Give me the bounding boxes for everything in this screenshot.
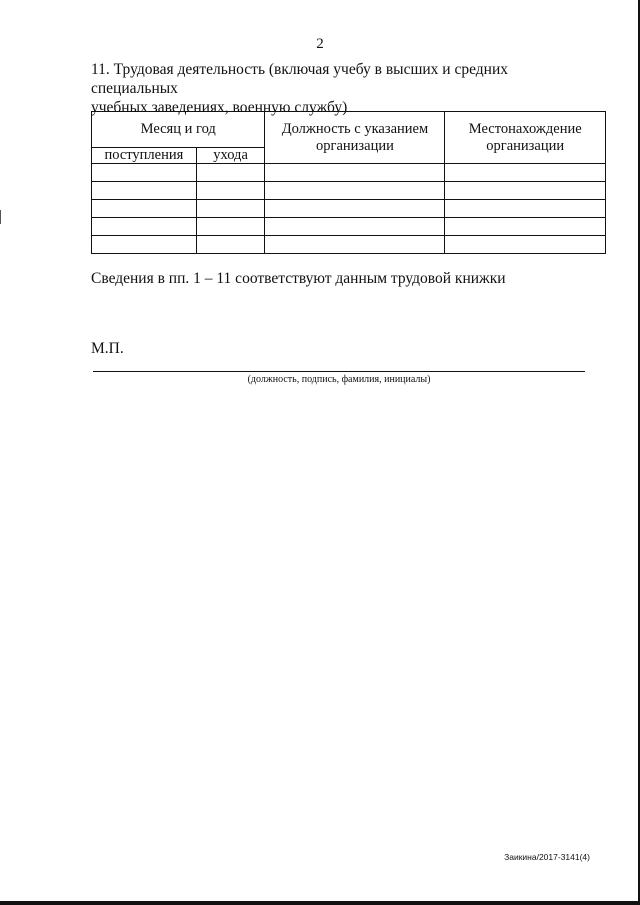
- table-row: [92, 164, 606, 182]
- header-location: [445, 112, 606, 164]
- table-row: [92, 200, 606, 218]
- header-month-year: [92, 112, 265, 148]
- table-row: [92, 218, 606, 236]
- table-cell-position[interactable]: [265, 164, 445, 182]
- table-cell-location[interactable]: [445, 164, 606, 182]
- section-heading: [91, 60, 591, 117]
- table-cell-hire[interactable]: [92, 218, 197, 236]
- document-code: Заикина/2017-3141(4): [504, 852, 590, 862]
- header-location-line1: Местонахождение: [468, 120, 582, 137]
- table-cell-hire[interactable]: [92, 236, 197, 254]
- header-position: [265, 112, 445, 164]
- header-position-line1: Должность с указанием: [281, 120, 429, 137]
- table-cell-position[interactable]: [265, 182, 445, 200]
- table-cell-location[interactable]: [445, 182, 606, 200]
- table-cell-leave[interactable]: [196, 218, 265, 236]
- table-row: [92, 236, 606, 254]
- page-number: 2: [316, 36, 324, 52]
- section-heading-line1: 11. Трудовая деятельность (включая учебу в высших и средних специальных: [91, 61, 509, 97]
- table-cell-position[interactable]: [265, 218, 445, 236]
- table-cell-position[interactable]: [265, 200, 445, 218]
- scan-mark-left: [0, 210, 1, 224]
- table-cell-hire[interactable]: [92, 200, 197, 218]
- header-position-line2: организации: [316, 137, 394, 154]
- work-history-table: [91, 111, 606, 254]
- table-cell-leave[interactable]: [196, 200, 265, 218]
- table-cell-hire[interactable]: [92, 182, 197, 200]
- signature-caption: (должность, подпись, фамилия, инициалы): [247, 374, 431, 385]
- subheader-hire: поступления: [92, 148, 197, 164]
- table-cell-position[interactable]: [265, 236, 445, 254]
- section-heading-line2: учебных заведениях, военную службу): [91, 99, 348, 116]
- table-cell-location[interactable]: [445, 236, 606, 254]
- scan-edge-bottom: [0, 901, 640, 905]
- employment-record-statement: Сведения в пп. 1 – 11 соответствуют данным трудовой книжки: [91, 270, 506, 287]
- table-cell-location[interactable]: [445, 200, 606, 218]
- signature-line[interactable]: [93, 371, 585, 372]
- stamp-label: М.П.: [91, 340, 124, 357]
- header-location-line2: организации: [486, 137, 565, 154]
- table-cell-leave[interactable]: [196, 182, 265, 200]
- table-cell-leave[interactable]: [196, 164, 265, 182]
- table-header-row: [92, 112, 606, 148]
- table-cell-leave[interactable]: [196, 236, 265, 254]
- header-month-year-label: Месяц и год: [140, 121, 216, 137]
- table-cell-location[interactable]: [445, 218, 606, 236]
- table-row: [92, 182, 606, 200]
- subheader-leave: ухода: [196, 148, 265, 164]
- table-cell-hire[interactable]: [92, 164, 197, 182]
